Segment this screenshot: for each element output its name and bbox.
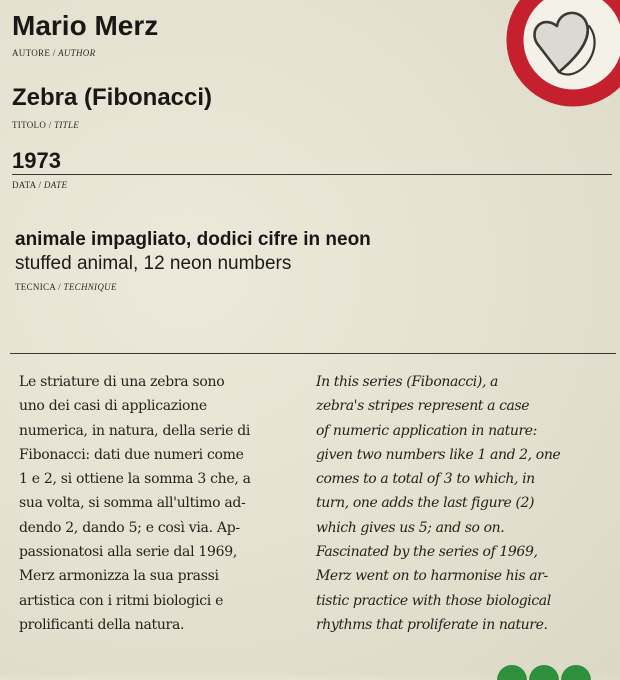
description-line: uno dei casi di applicazione <box>19 398 207 415</box>
caption-separator: / <box>38 180 42 190</box>
description-line: prolificanti della natura. <box>19 616 185 633</box>
description-line: of numeric application in nature: <box>316 422 537 439</box>
description-line: tistic practice with those biological <box>316 592 551 609</box>
date-caption-it: DATA <box>12 180 36 190</box>
artwork-date: 1973 <box>12 148 61 173</box>
description-line: turn, one adds the last figure (2) <box>316 495 535 512</box>
description-english <box>316 370 560 637</box>
description-line: rhythms that proliferate in nature. <box>316 616 548 633</box>
title-caption-en: TITLE <box>54 120 80 130</box>
description-line: given two numbers like 1 and 2, one <box>316 446 561 463</box>
caption-separator: / <box>58 282 61 292</box>
description-line: Merz armonizza la sua prassi <box>19 568 219 585</box>
caption-separator: / <box>48 120 52 130</box>
description-line: which gives us 5; and so on. <box>316 519 505 536</box>
technique-caption-it: TECNICA <box>15 282 56 292</box>
description-italian <box>19 370 251 637</box>
caption-separator: / <box>52 48 56 58</box>
date-caption-en: DATE <box>43 180 68 190</box>
description-line: In this series (Fibonacci), a <box>316 374 498 390</box>
technique-en: stuffed animal, 12 neon numbers <box>15 253 292 274</box>
description-line: numerica, in natura, della serie di <box>19 422 251 439</box>
description-line: comes to a total of 3 to which, in <box>316 471 535 488</box>
description-line: passionatosi alla serie dal 1969, <box>19 544 238 561</box>
description-line: Fascinated by the series of 1969, <box>316 544 538 561</box>
description-line: sua volta, si somma all'ultimo ad- <box>19 495 246 512</box>
section-divider <box>10 353 616 354</box>
title-caption <box>12 120 79 130</box>
technique-caption <box>15 282 117 292</box>
artwork-title: Zebra (Fibonacci) <box>12 84 213 111</box>
technique-it: animale impagliato, dodici cifre in neon <box>15 229 371 250</box>
description-line: Merz went on to harmonise his ar- <box>316 568 548 585</box>
green-dots-icon <box>492 660 602 680</box>
author-caption-en: AUTHOR <box>58 48 96 58</box>
description-line: dendo 2, dando 5; e così via. Ap- <box>19 519 240 536</box>
date-divider <box>12 174 612 175</box>
author-caption-it: AUTORE <box>12 48 51 58</box>
description-line: Le striature di una zebra sono <box>19 374 225 390</box>
date-caption <box>12 180 67 190</box>
description-line: 1 e 2, si ottiene la somma 3 che, a <box>19 471 251 488</box>
description-line: Fibonacci: dati due numeri come <box>19 446 244 463</box>
author-caption <box>12 48 95 58</box>
technique-caption-en: TECHNIQUE <box>63 282 117 292</box>
heart-icon <box>505 0 620 108</box>
description-line: artistica con i ritmi biologici e <box>19 592 224 609</box>
author-name: Mario Merz <box>12 10 159 41</box>
title-caption-it: TITOLO <box>12 120 47 130</box>
description-line: zebra's stripes represent a case <box>316 398 530 415</box>
